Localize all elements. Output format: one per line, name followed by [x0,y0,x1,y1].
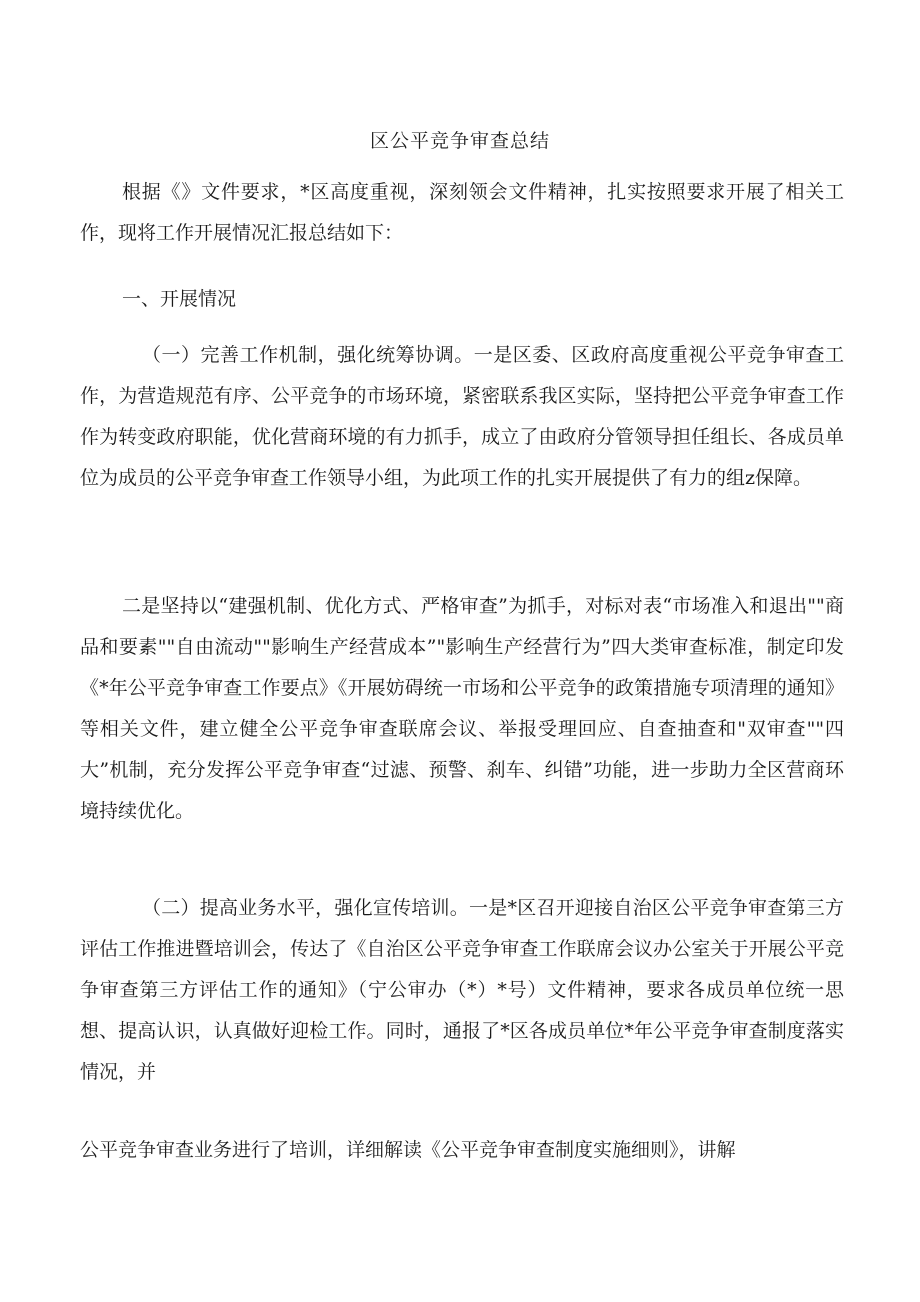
subsection-1-part2-paragraph: 二是坚持以“建强机制、优化方式、严格审查”为抓手，对标对表“市场准入和退出""商品和要素""自由流动""影响生产经营成本”"影响生产经营行为”四大类审查标准，制定印发《*年公平竞争审查工作要点》《开展妨碍统一市场和公平竞争的政策措施专项清理的通知》等相关文件，建立健全公平竞争审查联席会议、举报受理回应、自查抽查和"双审查""四大”机制，充分发挥公平竞争审查“过滤、预警、刹车、纠错”功能，进一步助力全区营商环境持续优化。 [80,595,844,822]
subsection-1-paragraph: （一）完善工作机制，强化统筹协调。一是区委、区政府高度重视公平竞争审查工作，为营造规范有序、公平竞争的市场环境，紧密联系我区实际，坚持把公平竞争审查工作作为转变政府职能，优化营商环境的有力抓手，成立了由政府分管领导担任组长、各成员单位为成员的公平竞争审查工作领导小组，为此项工作的扎实开展提供了有力的组z保障。 [80,344,844,489]
document-title: 区公平竞争审查总结 [369,130,550,152]
continuation-paragraph: 公平竞争审查业务进行了培训，详细解读《公平竞争审查制度实施细则》，讲解 [80,1139,736,1161]
section-heading: 一、开展情况 [122,288,237,310]
intro-paragraph: 根据《》文件要求，*区高度重视，深刻领会文件精神，扎实按照要求开展了相关工作，现将工作开展情况汇报总结如下： [80,181,844,244]
subsection-2-paragraph: （二）提高业务水平，强化宣传培训。一是*区召开迎接自治区公平竞争审查第三方评估工作推进暨培训会，传达了《自治区公平竞争审查工作联席会议办公室关于开展公平竞争审查第三方评估工作的通知》（宁公审办（*）*号）文件精神，要求各成员单位统一思想、提高认识，认真做好迎检工作。同时，通报了*区各成员单位*年公平竞争审查制度落实情况，并 [80,897,844,1083]
